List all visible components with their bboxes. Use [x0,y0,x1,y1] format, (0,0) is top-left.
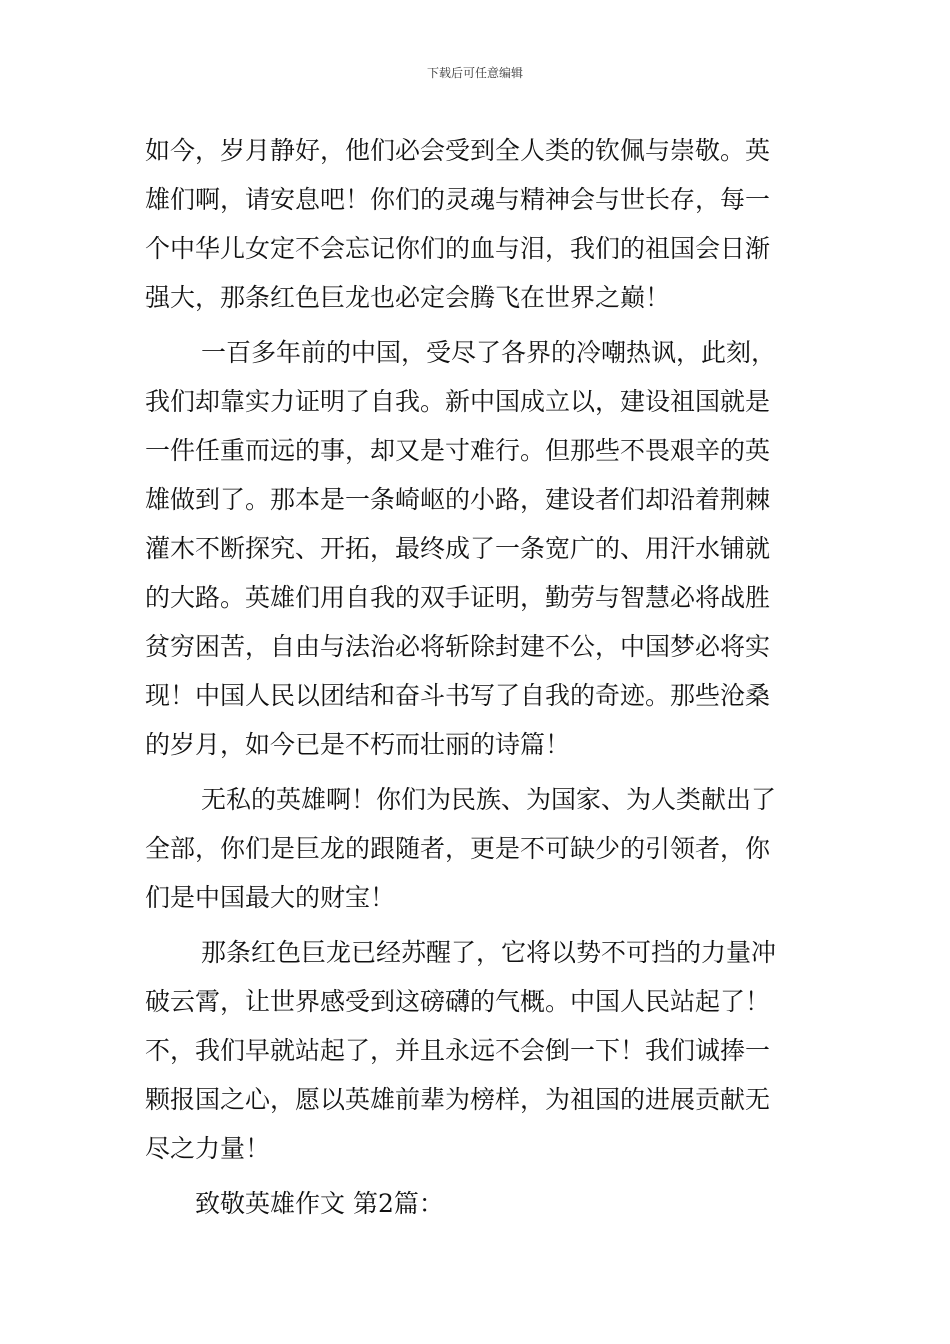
paragraph-line: 雄们啊，请安息吧！你们的灵魂与精神会与世长存，每一 [145,185,771,214]
paragraph-line: 贫穷困苦，自由与法治必将斩除封建不公，中国梦必将实 [145,632,771,661]
paragraph-line: 强大，那条红色巨龙也必定会腾飞在世界之巅！ [145,283,671,312]
paragraph-4 [145,928,805,1173]
paragraph-line: 全部，你们是巨龙的跟随者，更是不可缺少的引领者，你 [145,834,771,863]
paragraph-line: 的大路。英雄们用自我的双手证明，勤劳与智慧必将战胜 [145,583,771,612]
paragraph-line: 颗报国之心，愿以英雄前辈为榜样，为祖国的进展贡献无 [145,1085,771,1114]
paragraph-line: 无私的英雄啊！你们为民族、为国家、为人类献出了 [201,785,777,814]
paragraph-2 [145,328,805,769]
paragraph-line: 一百多年前的中国，受尽了各界的冷嘲热讽，此刻， [201,338,777,367]
paragraph-line: 一件任重而远的事，却又是寸难行。但那些不畏艰辛的英 [145,436,771,465]
paragraph-line: 那条红色巨龙已经苏醒了，它将以势不可挡的力量冲 [201,938,777,967]
paragraph-line: 破云霄，让世界感受到这磅礴的气概。中国人民站起了！ [145,987,771,1016]
paragraph-line: 如今，岁月静好，他们必会受到全人类的钦佩与崇敬。英 [145,136,771,165]
paragraph-line: 们是中国最大的财宝！ [145,883,396,912]
section-heading: 致敬英雄作文 第2篇： [195,1189,444,1218]
paragraph-line: 的岁月，如今已是不朽而壮丽的诗篇！ [145,730,571,759]
paragraph-line: 雄做到了。那本是一条崎岖的小路，建设者们却沿着荆棘 [145,485,771,514]
paragraph-line: 个中华儿女定不会忘记你们的血与泪，我们的祖国会日渐 [145,234,771,263]
paragraph-1 [145,126,805,322]
paragraph-3 [145,775,805,922]
paragraph-line: 我们却靠实力证明了自我。新中国成立以，建设祖国就是 [145,387,771,416]
paragraph-line: 现！中国人民以团结和奋斗书写了自我的奇迹。那些沧桑 [145,681,771,710]
paragraph-line: 不，我们早就站起了，并且永远不会倒一下！我们诚捧一 [145,1036,771,1065]
paragraph-line: 尽之力量！ [145,1134,271,1163]
document-body [145,126,805,1228]
paragraph-line: 灌木不断探究、开拓，最终成了一条宽广的、用汗水铺就 [145,534,771,563]
page-header-note: 下载后可任意编辑 [426,66,523,80]
